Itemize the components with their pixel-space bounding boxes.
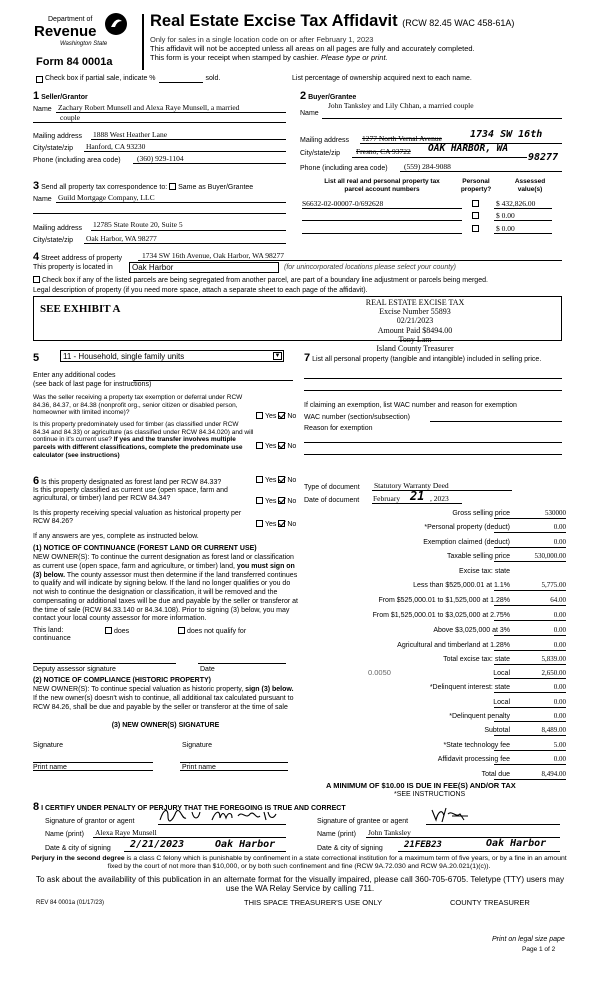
buyer-mail-struck[interactable]: 1277 North Vernal Avenue — [362, 134, 442, 143]
calc-value-affidavit-fee[interactable]: 0.00 — [553, 755, 566, 763]
additional-codes-label: Enter any additional codes — [33, 372, 116, 379]
street-address[interactable]: 1734 SW 16th Avenue, Oak Harbor, WA 98277 — [142, 251, 284, 260]
current-use-yes-no: Yes No — [256, 497, 296, 506]
dept-line3: Washington State — [60, 41, 108, 47]
calc-value-gross[interactable]: 530000 — [545, 509, 566, 517]
sub-line3: This form is your receipt when stamped by cashier. Please type or print. — [150, 53, 388, 62]
dept-line1: Department of — [48, 16, 93, 23]
calc-value-tier3[interactable]: 0.00 — [553, 611, 566, 619]
reason-label: Reason for exemption — [304, 425, 373, 432]
assessed-value-2[interactable]: $ 0.00 — [496, 211, 515, 220]
calc-value-tier1[interactable]: 5,775.00 — [541, 581, 566, 589]
washington-state-logo-icon — [104, 12, 128, 36]
dor-logo — [34, 12, 134, 58]
located-in-label: This property is located in — [33, 264, 113, 271]
exhibit-text: SEE EXHIBIT A — [40, 303, 121, 315]
seller-name[interactable]: Zachary Robert Munsell and Alexa Raye Munsell, a married — [58, 103, 240, 112]
sec5-num: 5 — [33, 352, 40, 364]
treasurer-stamp: REAL ESTATE EXCISE TAX Excise Number 55893 02/21/2023 Amount Paid $8494.00 Tony Lam Island County Treasurer — [365, 298, 465, 353]
location-select[interactable]: Oak Harbor — [129, 262, 279, 273]
buyer-mail-label: Mailing address — [300, 137, 350, 144]
seller-phone[interactable]: (360) 929-1104 — [137, 154, 184, 163]
calc-label-delinq-penalty: *Delinquent penalty — [449, 713, 510, 720]
use-code-select[interactable]: 11 - Household, single family units ▼ — [60, 350, 284, 362]
seller-mail[interactable]: 1888 West Heather Lane — [93, 130, 168, 139]
assessed-header: Assessed value(s) — [514, 178, 546, 193]
buyer-city-label: City/state/zip — [300, 150, 341, 157]
same-as-buyer-checkbox[interactable] — [169, 183, 176, 190]
notice-compliance-text: NEW OWNER(S): To continue special valuation as historic property, sign (3) below. If the new owner(s) doesn't wish to continue, all additional tax calculated pursuant to RCW 84.26, shall be due and payable by the seller or transferor at the time of sale — [33, 686, 294, 711]
calc-value-tier2[interactable]: 64.00 — [550, 596, 566, 604]
corr-name[interactable]: Guild Mortgage Company, LLC — [58, 193, 155, 202]
street-heading: 4 Street address of property — [33, 251, 123, 263]
exemption-question: Was the seller receiving a property tax exemption or deferral under RCW 84.36, 84.37, or 84.38 (nonprofit org., senior citizen or disabled person, homeowner with limited income)? — [33, 394, 243, 417]
correspondence-heading: 3 Send all property tax correspondence to: Same as Buyer/Grantee — [33, 180, 254, 192]
dept-line2: Revenue — [34, 23, 97, 40]
calc-label-affidavit-fee: Affidavit processing fee — [437, 756, 510, 763]
doc-date-label: Date of document — [304, 497, 360, 504]
claim-exemption-label: If claiming an exemption, list WAC number and reason for exemption — [304, 402, 517, 409]
personal-header: Personal property? — [460, 178, 492, 193]
notice-continuance-heading: (1) NOTICE OF CONTINUANCE (FOREST LAND OR CURRENT USE) — [33, 545, 257, 552]
page-number: Page 1 of 2 — [522, 946, 556, 953]
doc-type-label: Type of document — [304, 484, 360, 491]
grantor-signature[interactable] — [158, 806, 278, 824]
new-owner-sig-label-1: Signature — [33, 742, 63, 749]
seller-name-line2[interactable]: couple — [60, 113, 80, 122]
grantee-signature[interactable] — [428, 806, 488, 824]
calc-label-delinq-local: Local — [493, 699, 510, 706]
seller-name-label: Name — [33, 106, 52, 113]
calc-value-personal[interactable]: 0.00 — [553, 523, 566, 531]
forest-no-checkbox[interactable] — [278, 476, 285, 483]
seller-mail-label: Mailing address — [33, 133, 83, 140]
corr-mail-label: Mailing address — [33, 225, 83, 232]
alt-format-note: To ask about the availability of this publication in an alternate format for the visually impaired, please call 360-705-6705. Teletype (TTY) users may use the WA Relay Service by calling 711. — [35, 875, 565, 894]
grantor-city[interactable]: Oak Harbor — [215, 839, 276, 850]
historic-yes-checkbox[interactable] — [256, 520, 263, 527]
forest-question: 6 Is this property designated as forest land per RCW 84.33? — [33, 475, 222, 487]
calc-label-total-state: Total excise tax: state — [443, 656, 510, 663]
buyer-phone[interactable]: (559) 284-9088 — [404, 162, 451, 171]
timber-yes-checkbox[interactable] — [256, 442, 263, 449]
grantor-date[interactable]: 2/21/2023 — [130, 839, 185, 850]
grantee-name-label: Name (print) — [317, 831, 356, 838]
assessed-value-3[interactable]: $ 0.00 — [496, 224, 515, 233]
minimum-due-note: A MINIMUM OF $10.00 IS DUE IN FEE(S) AND/OR TAX — [326, 781, 516, 790]
calc-value-agricultural[interactable]: 0.00 — [553, 641, 566, 649]
county-treasurer: COUNTY TREASURER — [450, 898, 530, 907]
calc-label-total-due: Total due — [481, 771, 510, 778]
calc-value-delinq-local[interactable]: 0.00 — [553, 698, 566, 706]
partial-sale-checkbox[interactable] — [36, 76, 43, 83]
grantee-date-label: Date & city of signing — [317, 845, 383, 852]
certify-heading: 8 I CERTIFY UNDER PENALTY OF PERJURY THAT THE FOREGOING IS TRUE AND CORRECT — [33, 801, 346, 813]
location-hint: (for unincorporated locations please select your county) — [284, 264, 456, 271]
corr-mail[interactable]: 12785 State Route 20, Suite 5 — [93, 220, 183, 229]
doc-date-month[interactable]: February — [373, 494, 401, 503]
calc-value-taxable[interactable]: 530,000.00 — [534, 552, 566, 560]
calc-label-tech-fee: *State technology fee — [443, 742, 510, 749]
corr-name-label: Name — [33, 196, 52, 203]
grantee-sig-label: Signature of grantee or agent — [317, 818, 409, 825]
historic-yes-no: Yes No — [256, 520, 296, 529]
exemption-yes-no: Yes No — [256, 412, 296, 421]
if-any-yes: If any answers are yes, complete as instructed below. — [33, 533, 199, 540]
current-use-yes-checkbox[interactable] — [256, 497, 263, 504]
this-land-row: This land: does does not qualify for continuance — [33, 627, 247, 643]
calc-value-tier4[interactable]: 0.00 — [553, 626, 566, 634]
doc-type[interactable]: Statutory Warranty Deed — [374, 481, 449, 490]
calc-value-total-due[interactable]: 8,494.00 — [541, 770, 566, 778]
seller-city[interactable]: Hanford, CA 93230 — [86, 142, 146, 151]
deputy-date-label: Date — [200, 666, 215, 673]
grantee-name[interactable]: John Tanksley — [368, 828, 411, 837]
partial-sale: Check box if partial sale, indicate % sold. — [36, 75, 220, 83]
calc-label-delinq-interest: *Delinquent interest: state — [429, 684, 510, 691]
wac-label: WAC number (section/subsection) — [304, 414, 410, 421]
buyer-mail-handwritten[interactable]: 1734 SW 16th — [470, 129, 543, 140]
buyer-name-label: Name — [300, 110, 319, 117]
revision: REV 84 0001a (01/17/23) — [36, 900, 105, 906]
calc-label-agricultural: Agricultural and timberland at 1.28% — [397, 642, 510, 649]
timber-yes-no: Yes No — [256, 442, 296, 451]
grantor-name[interactable]: Alexa Raye Munsell — [95, 828, 157, 837]
sec7-heading: 7 List all personal property (tangible and intangible) included in selling price. — [304, 352, 542, 364]
treasurer-use: THIS SPACE TREASURER'S USE ONLY — [244, 898, 383, 907]
grantor-date-label: Date & city of signing — [45, 845, 111, 852]
perjury-statement: Perjury in the second degree is a class C felony which is punishable by confinement in a state correctional institution for a maximum term of five years, or by a fine in an amount fixed by the court of not more than $10,000, or by both such confinement and fine (RCW 9A.72.030 and RCW 9A.20.021(1)(c)). — [31, 855, 567, 871]
seller-city-label: City/state/zip — [33, 145, 74, 152]
calc-value-exemption[interactable]: 0.00 — [553, 538, 566, 546]
buyer-city-struck[interactable]: Fresno, CA 93722 — [356, 147, 411, 156]
seller-heading: 1 Seller/Grantor — [33, 90, 88, 102]
new-owner-sig-heading: (3) NEW OWNER(S) SIGNATURE — [111, 722, 220, 729]
parcel-acct-1[interactable]: S6632-02-00007-0/692628 — [302, 199, 384, 208]
current-use-question: Is this property classified as current use (open space, farm and agricultural, or timber) land per RCW 84.34? — [33, 487, 228, 503]
calc-label-gross: Gross selling price — [452, 510, 510, 517]
additional-codes-hint: (see back of last page for instructions) — [33, 381, 152, 388]
personal-checkbox-3[interactable] — [472, 225, 479, 232]
calc-value-delinq-penalty[interactable]: 0.00 — [553, 712, 566, 720]
legal-size-note: Print on legal size pape — [492, 936, 565, 943]
deputy-sig-label: Deputy assessor signature — [33, 666, 116, 673]
calc-value-subtotal[interactable]: 8,489.00 — [541, 726, 566, 734]
calc-value-delinq-interest[interactable]: 0.00 — [553, 683, 566, 691]
header-divider — [142, 14, 144, 70]
segregation-row: Check box if any of the listed parcels are being segregated from another parcel, are part of a boundary line adjustment or parcels being merged. — [33, 276, 488, 285]
calc-value-total-state[interactable]: 5,839.00 — [541, 655, 566, 663]
buyer-zip-handwritten[interactable]: 98277 — [528, 152, 559, 163]
grantor-sig-label: Signature of grantor or agent — [45, 818, 135, 825]
grantor-name-label: Name (print) — [45, 831, 84, 838]
calc-label-tier2: From $525,000.01 to $1,525,000 at 1.28% — [378, 597, 510, 604]
timber-question: Is this property predominately used for timber (as classified under RCW 84.34 and 84.33) or agriculture (as classified under RCW 84.34.020) and will continue in it's current use? If yes and the transfer involves multiple parcels with different classifications, complete the predominate use calculator (see instructions) — [33, 421, 254, 459]
calc-label-tier3: From $1,525,000.01 to $3,025,000 at 2.75% — [372, 612, 510, 619]
buyer-heading: 2 Buyer/Grantee — [300, 90, 357, 102]
calc-label-subtotal: Subtotal — [484, 727, 510, 734]
form-number: Form 84 0001a — [36, 56, 113, 68]
timber-no-checkbox[interactable] — [278, 442, 285, 449]
partial-pct-field[interactable] — [159, 82, 203, 83]
new-owner-sig-label-2: Signature — [182, 742, 212, 749]
assessed-value-1[interactable]: $ 432,826.00 — [496, 199, 536, 208]
exemption-no-checkbox[interactable] — [278, 412, 285, 419]
notice-continuance-text: NEW OWNER(S): To continue the current designation as forest land or classification as current use (open space, farm and agriculture, or timber) land, you must sign on (3) below. The county assessor must then determine if the land transferred continues to qualify and will indicate by signing below. If the land no longer qualifies or you do not wish to continue the designation or classification, it will be removed and the compensating or additional taxes will be due and payable by the seller or transferor at the time of sale (RCW 84.33.140 or 84.34.108). Prior to signing (3) below, you may contact your local county assessor for more information. — [33, 554, 298, 623]
sub-line1: Only for sales in a single location code on or after February 1, 2023 — [150, 35, 374, 44]
local-rate[interactable]: 0.0050 — [368, 668, 391, 677]
calc-label-local: Local — [493, 670, 510, 677]
forest-yes-checkbox[interactable] — [256, 476, 263, 483]
parcel-header: List all real and personal property tax parcel account numbers — [324, 178, 440, 193]
personal-checkbox-1[interactable] — [472, 200, 479, 207]
historic-question: Is this property receiving special valuation as historical property per RCW 84.26? — [33, 510, 242, 526]
calc-label-tier1: Less than $525,000.01 at 1.1% — [413, 582, 510, 589]
calc-label-excise-state: Excise tax: state — [459, 568, 510, 575]
corr-city-label: City/state/zip — [33, 237, 74, 244]
new-owner-print-1: Print name — [33, 764, 67, 771]
legal-description-label: Legal description of property (if you need more space, attach a separate sheet to each page of the affidavit). — [33, 287, 368, 294]
personal-checkbox-2[interactable] — [472, 212, 479, 219]
calc-label-exemption: Exemption claimed (deduct) — [423, 539, 510, 546]
does-checkbox[interactable] — [105, 627, 112, 634]
calc-value-local[interactable]: 2,650.00 — [541, 669, 566, 677]
notice-compliance-heading: (2) NOTICE OF COMPLIANCE (HISTORIC PROPERTY) — [33, 677, 211, 684]
grantee-date[interactable]: 21FEB23 — [404, 840, 442, 850]
grantee-city[interactable]: Oak Harbor — [486, 838, 547, 849]
form-title: Real Estate Excise Tax Affidavit (RCW 82.45 WAC 458-61A) — [150, 12, 515, 30]
calc-value-tech-fee[interactable]: 5.00 — [553, 741, 566, 749]
segregation-checkbox[interactable] — [33, 276, 40, 283]
dropdown-arrow-icon[interactable]: ▼ — [274, 353, 281, 359]
corr-city[interactable]: Oak Harbor, WA 98277 — [86, 234, 157, 243]
buyer-name[interactable]: John Tanksley and Lily Chhan, a married couple — [328, 101, 474, 110]
doc-date-day[interactable]: 21 — [410, 489, 425, 503]
doc-date-year[interactable]: , 2023 — [430, 494, 449, 503]
calc-label-tier4: Above $3,025,000 at 3% — [433, 627, 510, 634]
forest-yes-no: Yes No — [256, 476, 296, 485]
new-owner-print-2: Print name — [182, 764, 216, 771]
does-not-checkbox[interactable] — [178, 627, 185, 634]
exemption-yes-checkbox[interactable] — [256, 412, 263, 419]
seller-phone-label: Phone (including area code) — [33, 157, 121, 164]
calc-label-taxable: Taxable selling price — [446, 553, 510, 560]
see-instructions: *SEE INSTRUCTIONS — [394, 791, 466, 798]
calc-label-personal: *Personal property (deduct) — [424, 524, 510, 531]
sub-line2: This affidavit will not be accepted unless all areas on all pages are fully and accurately completed. — [150, 44, 475, 53]
current-use-no-checkbox[interactable] — [278, 497, 285, 504]
list-percentage-note: List percentage of ownership acquired next to each name. — [292, 75, 472, 82]
buyer-city-handwritten[interactable]: OAK HARBOR, WA — [428, 143, 509, 154]
buyer-phone-label: Phone (including area code) — [300, 165, 388, 172]
historic-no-checkbox[interactable] — [278, 520, 285, 527]
